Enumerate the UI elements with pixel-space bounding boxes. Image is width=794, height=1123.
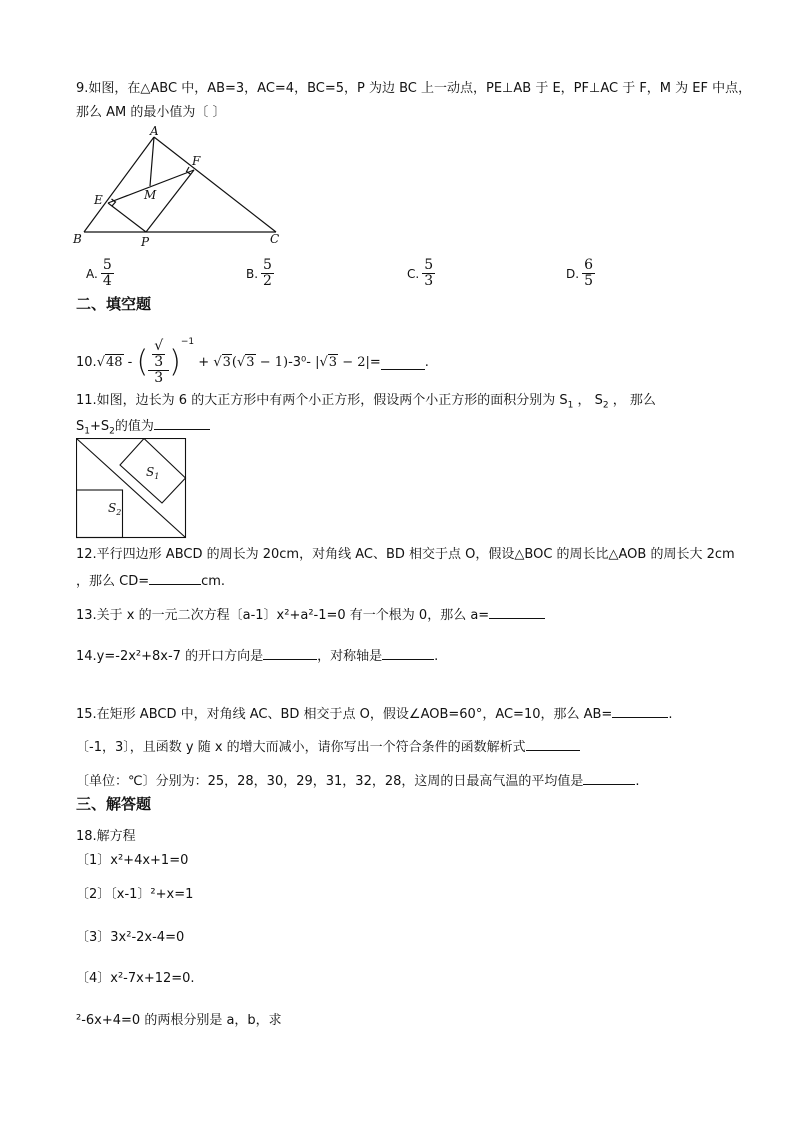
q11-line1: 11.如图，边长为 6 的大正方形中有两个小正方形，假设两个小正方形的面积分别为 $S_1$ ， $S_2$ ， 那么 — [76, 393, 656, 411]
q14-line: 14.y=-2x²+8x-7 的开口方向是 ，对称轴是 . — [76, 646, 438, 666]
q10-expression: 10.√48 - ( √ 3 3 )$^{-1}$ + √3(√3 − 1)-3⁰- |√3 − 2|= . — [76, 337, 429, 386]
q17-line: 〔单位：℃〕分别为：25，28，30，29，31，32，28，这周的日最高气温的平均值是 . — [76, 771, 640, 791]
label-m: M — [144, 188, 157, 202]
q13-answer-blank[interactable] — [489, 605, 545, 619]
q19-line: ²-6x+4=0 的两根分别是 a，b，求 — [76, 1013, 282, 1028]
fraction-sqrt3-over-3: √ 3 3 — [148, 339, 169, 386]
q18-item-1: 〔1〕x²+4x+1=0 — [76, 853, 189, 868]
q9-option-a: A. $\frac{5}{4}$ — [86, 257, 112, 289]
label-f: F — [192, 154, 201, 168]
label-p: P — [141, 235, 150, 249]
label-e: E — [94, 193, 103, 207]
q12-line1: 12.平行四边形 ABCD 的周长为 20cm，对角线 AC、BD 相交于点 O，假设△BOC 的周长比△AOB 的周长大 2cm — [76, 547, 735, 562]
section-title-fill-in: 二、填空题 — [76, 295, 152, 313]
section-title-answer: 三、解答题 — [76, 795, 152, 813]
q11-answer-blank[interactable] — [154, 416, 210, 430]
q18-title: 18.解方程 — [76, 829, 136, 844]
q18-item-4: 〔4〕x²-7x+12=0. — [76, 971, 195, 986]
q9-option-d: D. $\frac{6}{5}$ — [566, 257, 593, 289]
fraction: $\frac{5}{3}$ — [424, 257, 434, 289]
q16-answer-blank[interactable] — [526, 737, 580, 751]
q17-answer-blank[interactable] — [583, 771, 635, 785]
q9-option-c: C. $\frac{5}{3}$ — [407, 257, 434, 289]
q10-answer-blank[interactable] — [381, 356, 425, 370]
q9-option-b: B. $\frac{5}{2}$ — [246, 257, 272, 289]
label-a: A — [150, 125, 159, 138]
right-angle-f — [187, 167, 192, 175]
segment-ac — [154, 137, 276, 232]
fraction: $\frac{5}{2}$ — [263, 257, 272, 289]
label-c: C — [270, 232, 280, 246]
fraction: $\frac{6}{5}$ — [584, 257, 593, 289]
q14-axis-blank[interactable] — [382, 646, 434, 660]
q13-line: 13.关于 x 的一元二次方程〔a-1〕x²+a²-1=0 有一个根为 0，那么 a= — [76, 605, 545, 625]
fraction: $\frac{5}{4}$ — [102, 257, 112, 289]
label-b: B — [73, 232, 82, 246]
segment-ab — [84, 137, 154, 232]
q15-line: 15.在矩形 ABCD 中，对角线 AC、BD 相交于点 O，假设∠AOB=60°，AC=10，那么 AB= . — [76, 704, 672, 724]
q9-line1: 9.如图，在△ABC 中，AB=3，AC=4，BC=5，P 为边 BC 上一动点，PE⊥AB 于 E，PF⊥AC 于 F，M 为 EF 中点， — [76, 81, 752, 96]
q9-triangle-figure — [70, 125, 290, 250]
label-s2: $S_2$ — [108, 501, 122, 517]
label-s1: $S_1$ — [146, 465, 160, 481]
q18-item-3: 〔3〕3x²-2x-4=0 — [76, 930, 185, 945]
q15-answer-blank[interactable] — [612, 704, 668, 718]
q16-line: 〔-1，3〕，且函数 y 随 x 的增大而减小，请你写出一个符合条件的函数解析式 — [76, 737, 580, 757]
segment-am — [150, 137, 154, 186]
segment-pe — [108, 203, 146, 232]
q12-answer-blank[interactable] — [149, 571, 201, 585]
q11-squares-figure — [76, 438, 188, 540]
q11-line2: $S_1+S_2$的值为 — [76, 416, 210, 441]
q14-direction-blank[interactable] — [263, 646, 317, 660]
q9-line2: 那么 AM 的最小值为〔 〕 — [76, 105, 226, 120]
q12-line2: ，那么 CD= cm. — [76, 571, 225, 591]
q18-item-2: 〔2〕〔x-1〕²+x=1 — [76, 887, 194, 902]
